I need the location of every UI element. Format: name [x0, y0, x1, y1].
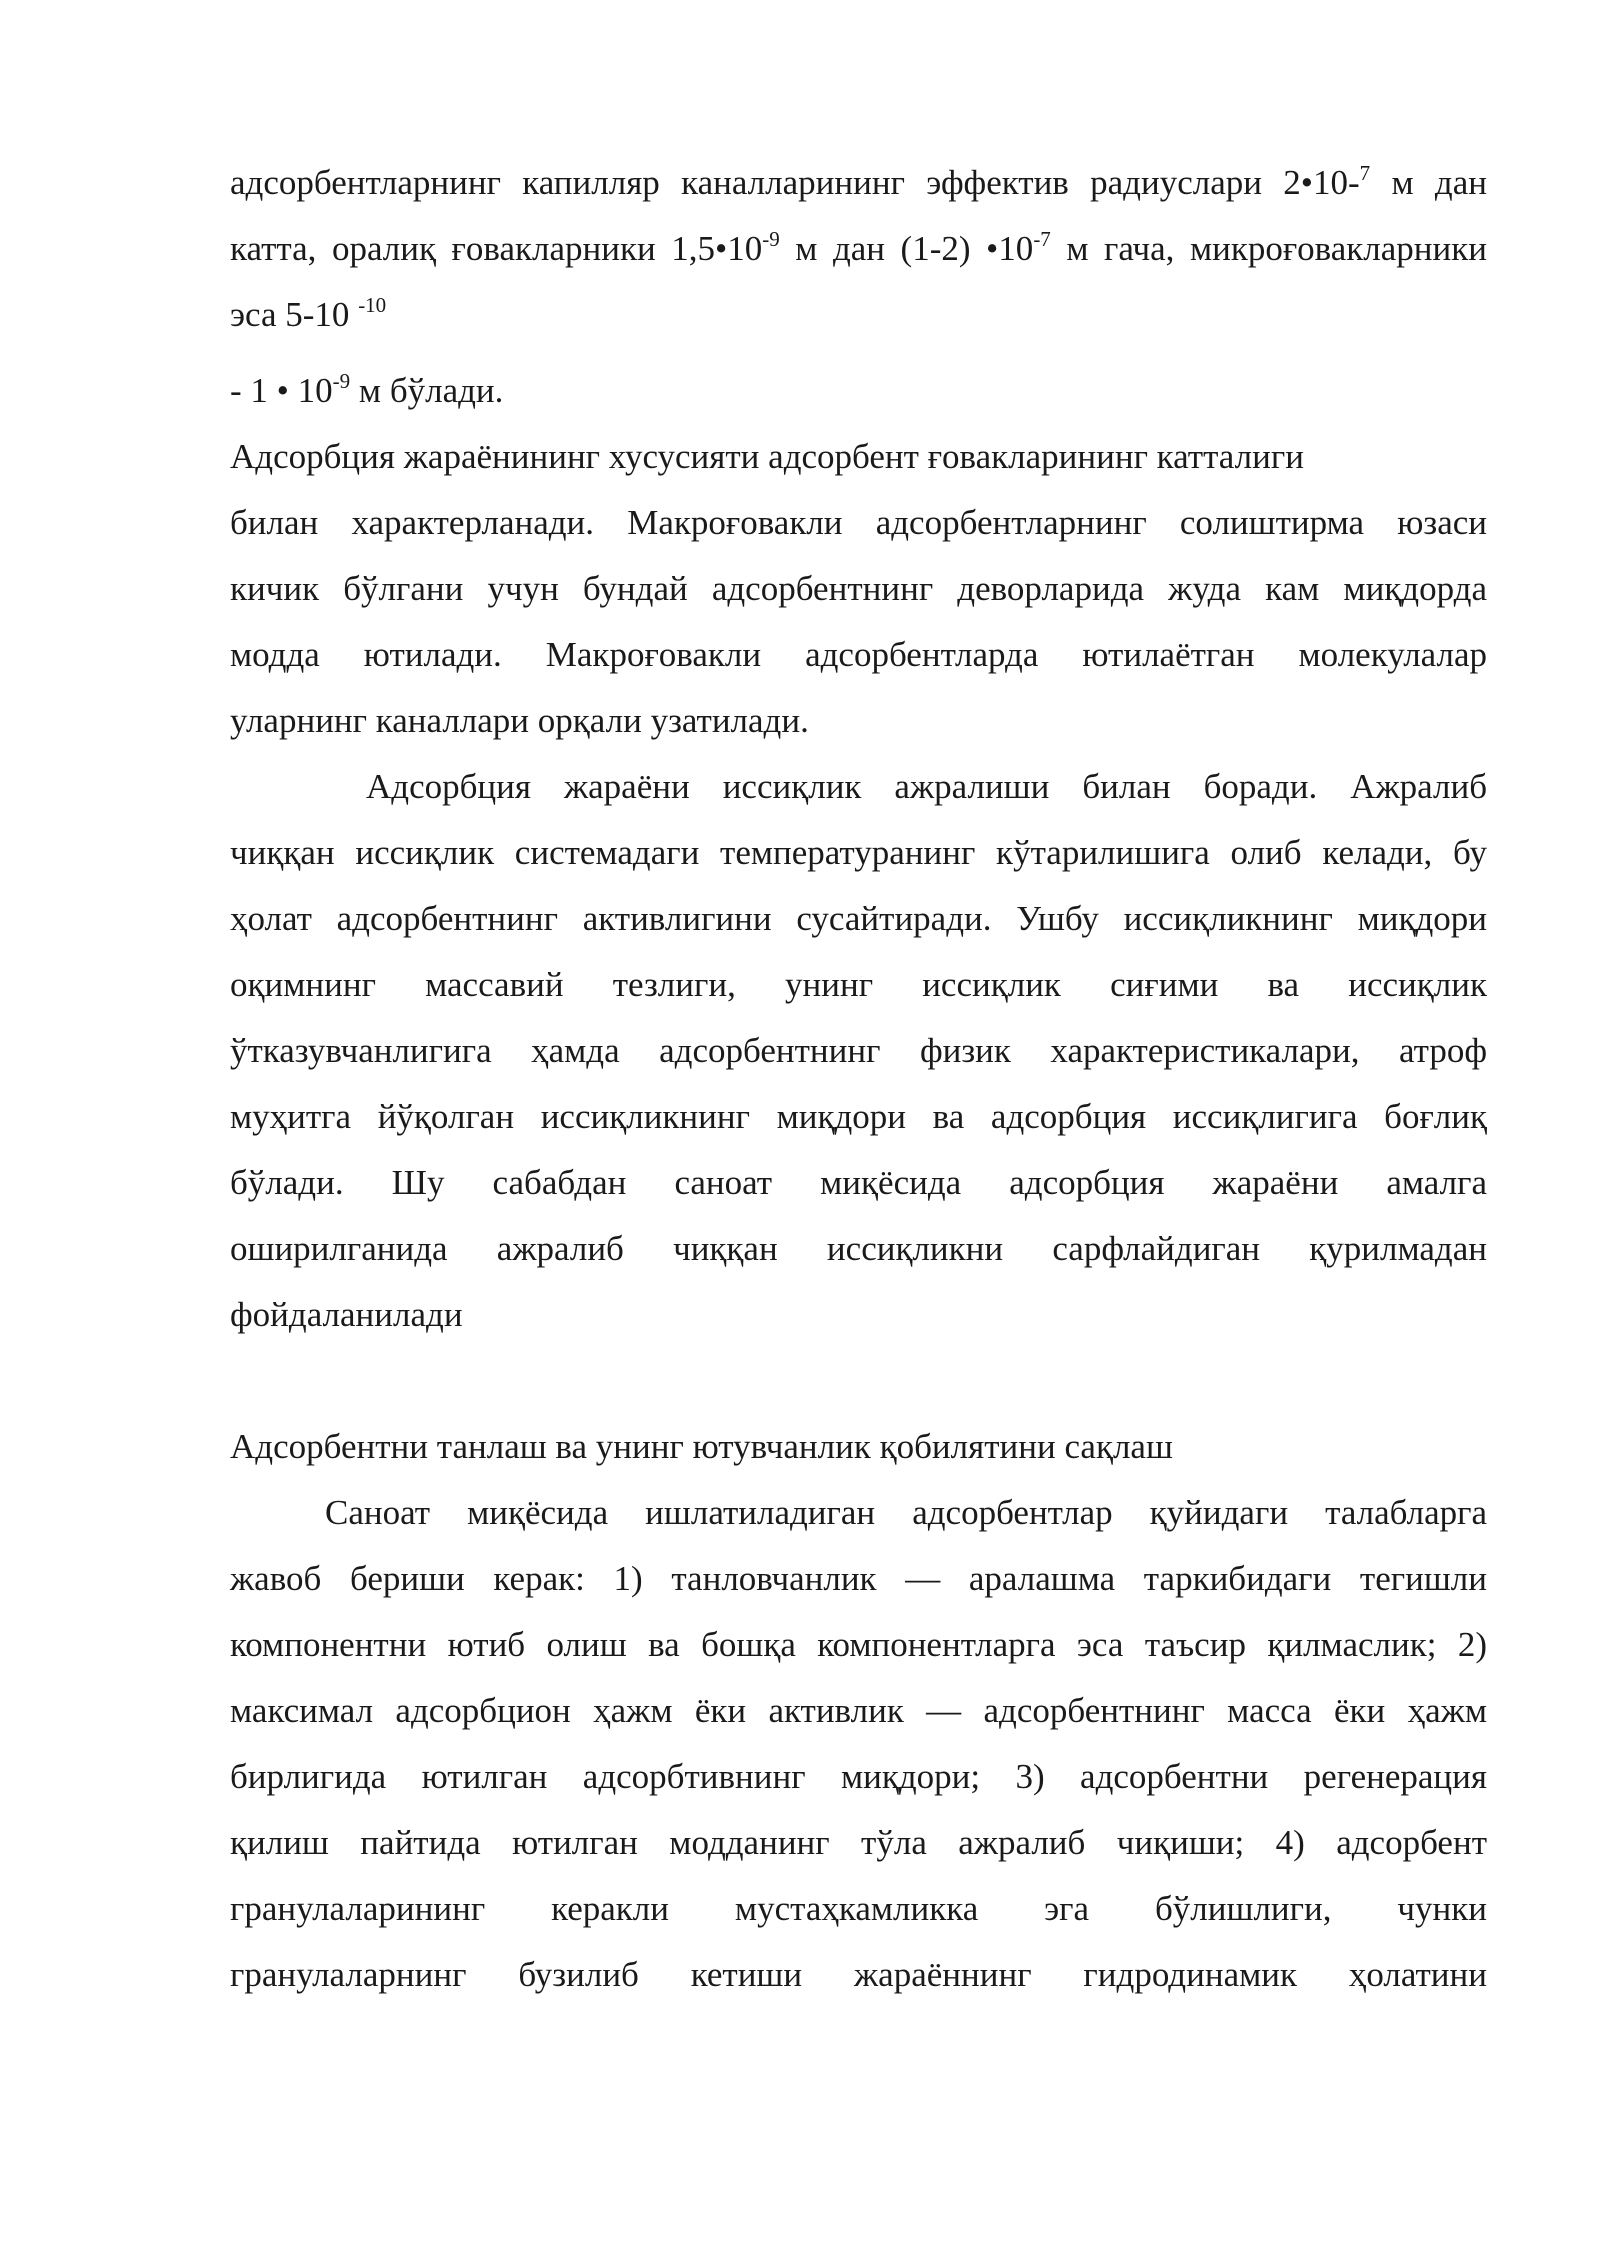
text-run: катта, оралиқ ғовакларники 1,5•10 [230, 229, 763, 268]
para3-line-2: чиққан иссиқлик системадаги температуранинг кўтарилишига олиб келади, бу [230, 833, 1487, 872]
section-heading: Адсорбентни танлаш ва унинг ютувчанлик қобилятини сақлаш [230, 1427, 1173, 1466]
para4-line-8: гранулаларнинг бузилиб кетиши жараённинг гидродинамик ҳолатини [230, 1955, 1487, 1994]
para1-line-4 [230, 358, 1487, 424]
para4-line-3: компонентни ютиб олиш ва бошқа компонентларга эса таъсир қилмаслик; 2) [230, 1625, 1487, 1664]
para3-line-1: Адсорбция жараёни иссиқлик ажралиши билан боради. Ажралиб [366, 767, 1487, 806]
para2-line-1: Адсорбция жараёнининг хусусияти адсорбент ғовакларининг катталиги [230, 437, 1304, 476]
superscript: -7 [1033, 227, 1051, 251]
superscript: -9 [762, 227, 780, 251]
para4-line-5: бирлигида ютилган адсорбтивнинг миқдори; 3) адсорбентни регенерация [230, 1757, 1487, 1796]
para4-line-1: Саноат миқёсида ишлатиладиган адсорбентлар қуйидаги талабларга [325, 1493, 1487, 1532]
superscript: 7 [1359, 161, 1371, 185]
para3-line-6: муҳитга йўқолган иссиқликнинг миқдори ва адсорбция иссиқлигига боғлиқ [230, 1097, 1487, 1136]
text-run: адсорбентларнинг капилляр каналларининг эффектив радиуслари 2•10- [230, 163, 1360, 202]
text-run: м бўлади. [350, 371, 504, 410]
para1-line-2 [230, 216, 1487, 282]
para3-line-5: ўтказувчанлигига ҳамда адсорбентнинг физик характеристикалари, атроф [230, 1031, 1487, 1070]
para2-line-5: уларнинг каналлари орқали узатилади. [230, 701, 809, 740]
para4-line-2: жавоб бериши керак: 1) танловчанлик — аралашма таркибидаги тегишли [230, 1559, 1487, 1598]
para3-line-4: оқимнинг массавий тезлиги, унинг иссиқлик сиғими ва иссиқлик [230, 965, 1487, 1004]
para4-line-6: қилиш пайтида ютилган модданинг тўла ажралиб чиқиши; 4) адсорбент [230, 1823, 1487, 1862]
para4-line-7: гранулаларининг керакли мустаҳкамликка эга бўлишлиги, чунки [230, 1889, 1487, 1928]
para3-line-3: ҳолат адсорбентнинг активлигини сусайтиради. Ушбу иссиқликнинг миқдори [230, 899, 1487, 938]
text-run: м дан (1-2) •10 [779, 229, 1034, 268]
text-run: м гача, микроғовакларники [1050, 229, 1487, 268]
para1-line-1 [230, 150, 1487, 216]
text-run: м дан [1370, 163, 1487, 202]
superscript: -10 [358, 293, 387, 317]
para3-line-8: оширилганида ажралиб чиққан иссиқликни сарфлайдиган қурилмадан [230, 1229, 1487, 1268]
para2-line-4: модда ютилади. Макроғовакли адсорбентларда ютилаётган молекулалар [230, 635, 1487, 674]
para3-line-9: фойдаланилади [230, 1295, 463, 1334]
para4-line-4: максимал адсорбцион ҳажм ёки активлик — адсорбентнинг масса ёки ҳажм [230, 1691, 1487, 1730]
para3-line-7: бўлади. Шу сабабдан саноат миқёсида адсорбция жараёни амалга [230, 1163, 1487, 1202]
superscript: -9 [332, 369, 351, 393]
text-run: эса 5-10 [230, 295, 359, 334]
document-page [230, 150, 1487, 2008]
para2-line-2: билан характерланади. Макроғовакли адсорбентларнинг солиштирма юзаси [230, 503, 1487, 542]
text-run: - 1 • 10 [230, 371, 333, 410]
para1-line-3 [230, 282, 1487, 348]
para2-line-3: кичик бўлгани учун бундай адсорбентнинг деворларида жуда кам миқдорда [230, 569, 1487, 608]
